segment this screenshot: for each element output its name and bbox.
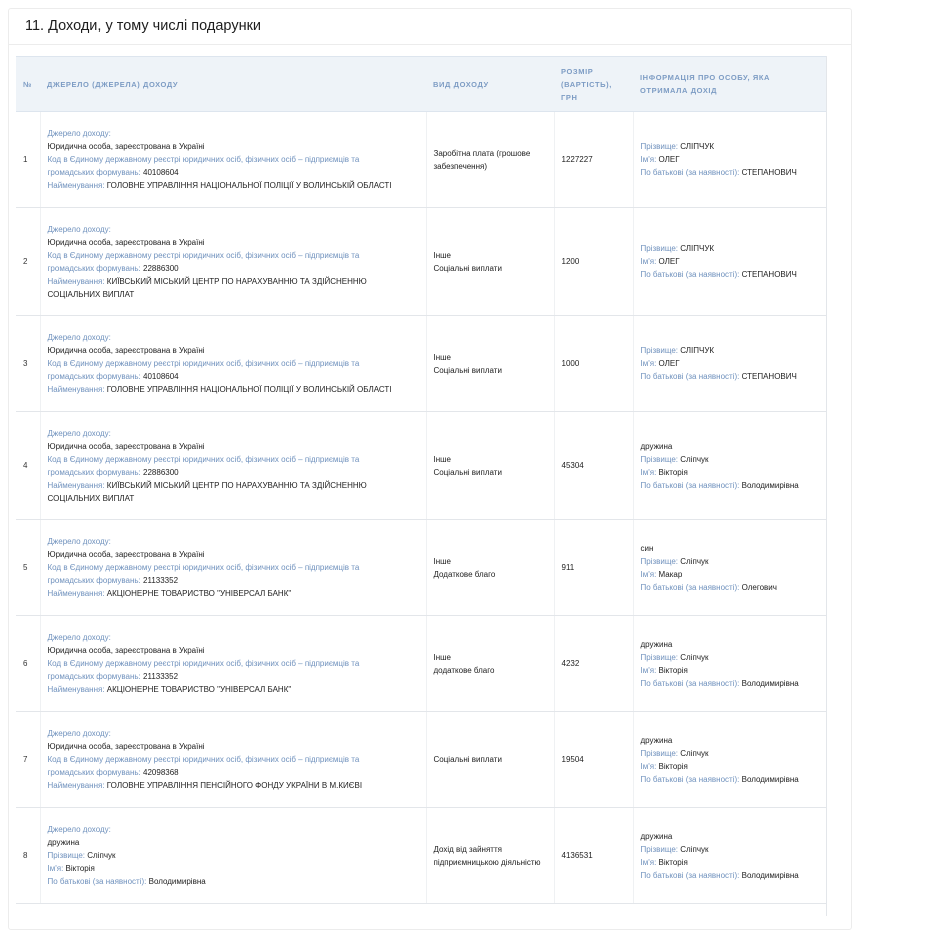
- recipient-cell: [633, 316, 827, 412]
- organization-name-line: [48, 683, 393, 696]
- recipient-surname-label: Прізвище:: [640, 454, 679, 464]
- recipient-cell: [633, 616, 827, 712]
- column-header-source: ДЖЕРЕЛО (ДЖЕРЕЛА) ДОХОДУ: [40, 57, 426, 112]
- registry-code-line: [48, 657, 378, 683]
- organization-name-line: [48, 479, 393, 505]
- recipient-surname-label: Прізвище:: [640, 244, 679, 253]
- income-amount: 911: [554, 520, 633, 616]
- recipient-patronymic-line: [641, 581, 821, 594]
- income-type: Інше: [433, 250, 452, 260]
- recipient-cell: [633, 412, 827, 520]
- source-label: Джерело доходу:: [47, 633, 111, 642]
- column-header-amount: РОЗМІР (ВАРТІСТЬ), ГРН: [554, 57, 633, 112]
- recipient-surname: Сліпчук: [680, 844, 709, 854]
- table-row: [16, 316, 827, 412]
- recipient-surname-label: Прізвище:: [640, 556, 679, 566]
- recipient-patronymic: СТЕПАНОВИЧ: [741, 270, 797, 279]
- recipient-first-name: Вікторія: [658, 665, 688, 675]
- income-source-cell: [40, 712, 426, 808]
- recipient-patronymic-line: [641, 677, 821, 690]
- organization-name-line: [48, 587, 393, 600]
- recipient-first-name: Вікторія: [658, 857, 688, 867]
- income-type: Дохід від зайняття підприємницькою діяльністю: [433, 844, 541, 867]
- registry-code: 21133352: [143, 672, 179, 681]
- source-kind: Юридична особа, зареєстрована в Україні: [47, 237, 205, 247]
- organization-name-label: Найменування:: [47, 181, 105, 190]
- recipient-patronymic-label: По батькові (за наявності):: [640, 480, 740, 490]
- recipient-patronymic: Володимирівна: [741, 774, 799, 784]
- registry-code-line: [48, 453, 378, 479]
- income-source-cell: [40, 616, 426, 712]
- source-patronymic-label: По батькові (за наявності):: [47, 877, 147, 886]
- income-source-cell: [40, 208, 426, 316]
- recipient-relation: дружина: [640, 639, 673, 649]
- organization-name: КИЇВСЬКИЙ МІСЬКИЙ ЦЕНТР ПО НАРАХУВАННЮ ТА ЗДІЙСНЕННЮ СОЦІАЛЬНИХ ВИПЛАТ: [47, 276, 367, 299]
- recipient-patronymic-line: [641, 166, 821, 179]
- organization-name-line: [48, 779, 393, 792]
- organization-name-label: Найменування:: [47, 589, 105, 598]
- income-amount: 19504: [554, 712, 633, 808]
- registry-code: 40108604: [143, 168, 179, 177]
- table-row: [16, 112, 827, 208]
- organization-name-label: Найменування:: [47, 781, 105, 790]
- registry-code-label: Код в Єдиному державному реєстрі юридичних осіб, фізичних осіб – підприємців та громадських формувань:: [47, 659, 360, 681]
- recipient-patronymic: Володимирівна: [741, 480, 799, 490]
- organization-name: ГОЛОВНЕ УПРАВЛІННЯ ПЕНСІЙНОГО ФОНДУ УКРАЇНИ В М.КИЄВІ: [106, 781, 363, 790]
- recipient-surname: СЛІПЧУК: [680, 346, 715, 355]
- income-type: Інше: [433, 454, 452, 464]
- registry-code-line: [48, 753, 378, 779]
- organization-name-line: [48, 179, 393, 192]
- income-type-cell: [426, 412, 554, 520]
- recipient-relation: син: [640, 543, 654, 553]
- source-patronymic: Володимирівна: [148, 877, 206, 886]
- recipient-first-name-label: Ім'я:: [640, 569, 657, 579]
- income-type: Соціальні виплати: [433, 467, 502, 477]
- source-surname: Сліпчук: [87, 851, 116, 860]
- recipient-patronymic-label: По батькові (за наявності):: [640, 582, 740, 592]
- organization-name-line: [48, 275, 393, 301]
- source-first-name-label: Ім'я:: [47, 864, 64, 873]
- recipient-patronymic-label: По батькові (за наявності):: [640, 774, 740, 784]
- recipient-surname-label: Прізвище:: [640, 346, 679, 355]
- income-source-cell: [40, 316, 426, 412]
- row-number: 4: [16, 412, 40, 520]
- source-label: Джерело доходу:: [47, 537, 111, 546]
- registry-code-label: Код в Єдиному державному реєстрі юридичних осіб, фізичних осіб – підприємців та громадських формувань:: [47, 755, 360, 777]
- organization-name-label: Найменування:: [47, 276, 105, 286]
- recipient-first-name-line: [641, 153, 821, 166]
- organization-name-line: [48, 383, 393, 396]
- registry-code: 21133352: [143, 576, 179, 585]
- row-number: 5: [16, 520, 40, 616]
- recipient-cell: [633, 520, 827, 616]
- source-kind: Юридична особа, зареєстрована в Україні: [47, 441, 205, 451]
- recipient-patronymic-label: По батькові (за наявності):: [640, 372, 740, 381]
- recipient-first-name-label: Ім'я:: [640, 467, 657, 477]
- income-table: [16, 56, 827, 904]
- income-source-cell: [40, 112, 426, 208]
- recipient-patronymic: СТЕПАНОВИЧ: [741, 372, 797, 381]
- income-source-cell: [40, 520, 426, 616]
- recipient-surname-label: Прізвище:: [640, 142, 679, 151]
- recipient-surname-label: Прізвище:: [640, 748, 679, 758]
- table-row: [16, 616, 827, 712]
- registry-code-label: Код в Єдиному державному реєстрі юридичних осіб, фізичних осіб – підприємців та громадських формувань:: [47, 155, 360, 177]
- organization-name: КИЇВСЬКИЙ МІСЬКИЙ ЦЕНТР ПО НАРАХУВАННЮ ТА ЗДІЙСНЕННЮ СОЦІАЛЬНИХ ВИПЛАТ: [47, 480, 367, 503]
- income-type-cell: [426, 112, 554, 208]
- source-label: Джерело доходу:: [47, 129, 111, 138]
- source-kind: Юридична особа, зареєстрована в Україні: [47, 142, 205, 151]
- source-relation: дружина: [47, 838, 80, 847]
- recipient-surname-label: Прізвище:: [640, 652, 679, 662]
- column-header-type: ВИД ДОХОДУ: [426, 57, 554, 112]
- recipient-first-name-line: [641, 568, 821, 581]
- recipient-surname-line: [641, 140, 821, 153]
- recipient-surname-line: [641, 747, 821, 760]
- income-amount: 45304: [554, 412, 633, 520]
- income-amount: 1000: [554, 316, 633, 412]
- recipient-patronymic-label: По батькові (за наявності):: [640, 270, 740, 279]
- income-type-cell: [426, 208, 554, 316]
- recipient-surname: Сліпчук: [680, 652, 709, 662]
- organization-name-label: Найменування:: [47, 480, 105, 490]
- source-label: Джерело доходу:: [47, 333, 111, 342]
- recipient-relation: дружина: [640, 735, 673, 745]
- income-type-cell: [426, 616, 554, 712]
- recipient-surname: СЛІПЧУК: [680, 142, 715, 151]
- organization-name-label: Найменування:: [47, 385, 105, 394]
- income-amount: 1200: [554, 208, 633, 316]
- organization-name: ГОЛОВНЕ УПРАВЛІННЯ НАЦІОНАЛЬНОЇ ПОЛІЦІЇ У ВОЛИНСЬКІЙ ОБЛАСТІ: [106, 181, 392, 190]
- source-label: Джерело доходу:: [47, 825, 111, 834]
- source-kind: Юридична особа, зареєстрована в Україні: [47, 346, 205, 355]
- registry-code-line: [48, 561, 378, 587]
- recipient-surname-label: Прізвище:: [640, 844, 679, 854]
- recipient-patronymic-label: По батькові (за наявності):: [640, 678, 740, 688]
- organization-name: АКЦІОНЕРНЕ ТОВАРИСТВО "УНІВЕРСАЛ БАНК": [106, 685, 292, 694]
- recipient-surname-line: [641, 242, 821, 255]
- registry-code: 42098368: [143, 768, 179, 777]
- recipient-relation: дружина: [640, 441, 673, 451]
- title-divider: [9, 44, 851, 45]
- income-type-cell: [426, 520, 554, 616]
- table-row: [16, 412, 827, 520]
- source-kind: Юридична особа, зареєстрована в Україні: [47, 550, 205, 559]
- recipient-first-name: Вікторія: [658, 761, 688, 771]
- recipient-patronymic-label: По батькові (за наявності):: [640, 168, 740, 177]
- row-number: 2: [16, 208, 40, 316]
- source-kind: Юридична особа, зареєстрована в Україні: [47, 646, 205, 655]
- registry-code-label: Код в Єдиному державному реєстрі юридичних осіб, фізичних осіб – підприємців та громадських формувань:: [47, 454, 360, 477]
- recipient-patronymic: Олегович: [741, 582, 777, 592]
- recipient-cell: [633, 112, 827, 208]
- table-row: [16, 808, 827, 904]
- income-type: Інше: [433, 352, 452, 362]
- recipient-first-name: ОЛЕГ: [658, 155, 680, 164]
- organization-name: ГОЛОВНЕ УПРАВЛІННЯ НАЦІОНАЛЬНОЇ ПОЛІЦІЇ У ВОЛИНСЬКІЙ ОБЛАСТІ: [106, 385, 392, 394]
- table-row: [16, 712, 827, 808]
- income-type-cell: [426, 808, 554, 904]
- income-amount: 4232: [554, 616, 633, 712]
- recipient-first-name: ОЛЕГ: [658, 257, 680, 266]
- recipient-relation: дружина: [640, 831, 673, 841]
- registry-code-line: [48, 153, 378, 179]
- recipient-first-name-label: Ім'я:: [640, 359, 657, 368]
- recipient-first-name-label: Ім'я:: [640, 257, 657, 266]
- income-type: Соціальні виплати: [433, 263, 502, 273]
- recipient-patronymic: СТЕПАНОВИЧ: [741, 168, 797, 177]
- registry-code-line: [48, 249, 378, 275]
- registry-code: 22886300: [143, 467, 179, 477]
- recipient-patronymic-line: [641, 869, 821, 882]
- column-header-number: №: [16, 57, 40, 112]
- recipient-first-name-line: [641, 255, 821, 268]
- income-type: Заробітна плата (грошове забезпечення): [433, 148, 531, 171]
- income-type: додаткове благо: [433, 665, 495, 675]
- recipient-first-name-label: Ім'я:: [640, 761, 657, 771]
- recipient-surname: Сліпчук: [680, 454, 709, 464]
- registry-code-label: Код в Єдиному державному реєстрі юридичних осіб, фізичних осіб – підприємців та громадських формувань:: [47, 563, 360, 585]
- recipient-surname-line: [641, 555, 821, 568]
- income-source-cell: [40, 808, 426, 904]
- source-label: Джерело доходу:: [47, 729, 111, 738]
- table-header-row: [16, 57, 827, 112]
- recipient-patronymic: Володимирівна: [741, 678, 799, 688]
- row-number: 8: [16, 808, 40, 904]
- recipient-cell: [633, 208, 827, 316]
- column-header-person: ІНФОРМАЦІЯ ПРО ОСОБУ, ЯКА ОТРИМАЛА ДОХІД: [633, 57, 827, 112]
- recipient-patronymic-line: [641, 479, 821, 492]
- recipient-first-name-line: [641, 856, 821, 869]
- income-type: Інше: [433, 652, 452, 662]
- recipient-first-name-line: [641, 357, 821, 370]
- income-source-cell: [40, 412, 426, 520]
- organization-name: АКЦІОНЕРНЕ ТОВАРИСТВО "УНІВЕРСАЛ БАНК": [106, 589, 292, 598]
- recipient-first-name: Вікторія: [658, 467, 688, 477]
- source-first-name: Вікторія: [65, 864, 95, 873]
- registry-code-label: Код в Єдиному державному реєстрі юридичних осіб, фізичних осіб – підприємців та громадських формувань:: [47, 359, 360, 381]
- section-title: 11. Доходи, у тому числі подарунки: [25, 18, 262, 34]
- recipient-surname-line: [641, 344, 821, 357]
- income-type: Соціальні виплати: [433, 755, 502, 764]
- recipient-surname: Сліпчук: [680, 556, 709, 566]
- recipient-surname-line: [641, 651, 821, 664]
- income-type-cell: [426, 712, 554, 808]
- recipient-first-name-line: [641, 466, 821, 479]
- income-amount: 1227227: [554, 112, 633, 208]
- table-row: [16, 208, 827, 316]
- source-kind: Юридична особа, зареєстрована в Україні: [47, 742, 205, 751]
- table-right-border: [826, 56, 827, 916]
- recipient-first-name: ОЛЕГ: [658, 359, 680, 368]
- recipient-first-name: Макар: [658, 569, 683, 579]
- recipient-patronymic-line: [641, 370, 821, 383]
- recipient-patronymic-line: [641, 268, 821, 281]
- recipient-first-name-line: [641, 664, 821, 677]
- recipient-patronymic-line: [641, 773, 821, 786]
- registry-code: 22886300: [143, 263, 179, 273]
- source-patronymic-line: [48, 875, 419, 888]
- recipient-cell: [633, 808, 827, 904]
- registry-code: 40108604: [143, 372, 179, 381]
- organization-name-label: Найменування:: [47, 685, 105, 694]
- table-row: [16, 520, 827, 616]
- income-type-cell: [426, 316, 554, 412]
- income-amount: 4136531: [554, 808, 633, 904]
- income-type: Соціальні виплати: [433, 365, 502, 375]
- row-number: 1: [16, 112, 40, 208]
- recipient-cell: [633, 712, 827, 808]
- recipient-surname-line: [641, 453, 821, 466]
- recipient-patronymic-label: По батькові (за наявності):: [640, 870, 740, 880]
- recipient-surname-line: [641, 843, 821, 856]
- source-label: Джерело доходу:: [47, 428, 111, 438]
- source-surname-label: Прізвище:: [47, 851, 86, 860]
- registry-code-label: Код в Єдиному державному реєстрі юридичних осіб, фізичних осіб – підприємців та громадських формувань:: [47, 250, 360, 273]
- income-type: Додаткове благо: [433, 569, 496, 579]
- registry-code-line: [48, 357, 378, 383]
- source-first-name-line: [48, 862, 419, 875]
- recipient-patronymic: Володимирівна: [741, 870, 799, 880]
- source-surname-line: [48, 849, 419, 862]
- row-number: 7: [16, 712, 40, 808]
- recipient-surname: Сліпчук: [680, 748, 709, 758]
- recipient-surname: СЛІПЧУК: [680, 244, 715, 253]
- table-body: [16, 112, 827, 904]
- source-label: Джерело доходу:: [47, 224, 111, 234]
- row-number: 6: [16, 616, 40, 712]
- recipient-first-name-label: Ім'я:: [640, 665, 657, 675]
- recipient-first-name-label: Ім'я:: [640, 155, 657, 164]
- recipient-first-name-label: Ім'я:: [640, 857, 657, 867]
- row-number: 3: [16, 316, 40, 412]
- recipient-first-name-line: [641, 760, 821, 773]
- income-type: Інше: [433, 556, 452, 566]
